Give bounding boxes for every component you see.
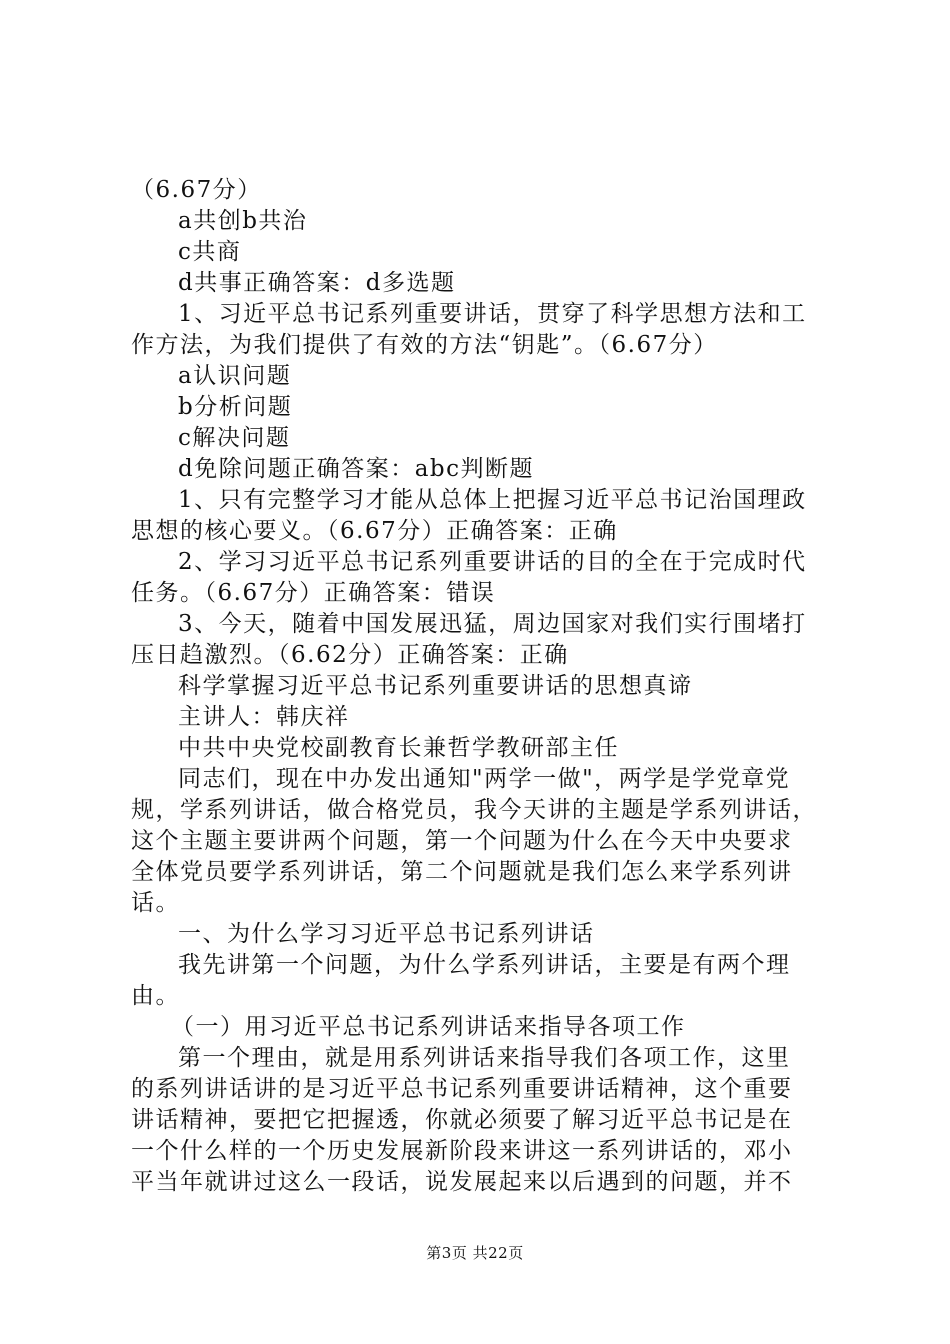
- paragraph-line: 话。: [131, 890, 180, 916]
- question-line: 任务。（6.67分）正确答案：错误: [131, 580, 496, 606]
- question-line: 1、只有完整学习才能从总体上把握习近平总书记治国理政: [178, 487, 807, 513]
- question-line: 思想的核心要义。（6.67分）正确答案：正确: [131, 518, 618, 544]
- option-line: c解决问题: [178, 425, 291, 451]
- section-heading: 一、为什么学习习近平总书记系列讲话: [178, 921, 595, 947]
- paragraph-line: 规，学系列讲话，做合格党员，我今天讲的主题是学系列讲话，: [131, 797, 817, 823]
- paragraph-line: 一个什么样的一个历史发展新阶段来讲这一系列讲话的，邓小: [131, 1138, 793, 1164]
- lecture-title: 科学掌握习近平总书记系列重要讲话的思想真谛: [178, 673, 693, 699]
- question-line: 1、习近平总书记系列重要讲话，贯穿了科学思想方法和工: [178, 301, 807, 327]
- document-body: [131, 175, 831, 1198]
- question-line: 2、学习习近平总书记系列重要讲话的目的全在于完成时代: [178, 549, 807, 575]
- question-line: 压日趋激烈。（6.62分）正确答案：正确: [131, 642, 569, 668]
- paragraph-line: 同志们，现在中办发出通知"两学一做"，两学是学党章党: [178, 766, 791, 792]
- option-line: c共商: [178, 239, 242, 265]
- option-line: a共创b共治: [178, 208, 308, 234]
- score-note: （6.67分）: [131, 177, 262, 203]
- paragraph-line: 由。: [131, 983, 180, 1009]
- answer-line: d共事正确答案：d多选题: [178, 270, 456, 296]
- lecturer-position: 中共中央党校副教育长兼哲学教研部主任: [178, 735, 619, 761]
- paragraph-line: 我先讲第一个问题，为什么学系列讲话，主要是有两个理: [178, 952, 791, 978]
- option-line: a认识问题: [178, 363, 292, 389]
- subsection-heading: （一）用习近平总书记系列讲话来指导各项工作: [171, 1014, 686, 1040]
- paragraph-line: 平当年就讲过这么一段话，说发展起来以后遇到的问题，并不: [131, 1169, 793, 1195]
- page-number-footer: 第3页 共22页: [426, 1244, 524, 1262]
- question-line: 作方法，为我们提供了有效的方法“钥匙”。（6.67分）: [131, 332, 718, 358]
- paragraph-line: 这个主题主要讲两个问题，第一个问题为什么在今天中央要求: [131, 828, 793, 854]
- answer-line: d免除问题正确答案：abc判断题: [178, 456, 535, 482]
- paragraph-line: 第一个理由，就是用系列讲话来指导我们各项工作，这里: [178, 1045, 791, 1071]
- question-line: 3、今天，随着中国发展迅猛，周边国家对我们实行围堵打: [178, 611, 807, 637]
- lecturer-name: 主讲人：韩庆祥: [178, 704, 350, 730]
- paragraph-line: 的系列讲话讲的是习近平总书记系列重要讲话精神，这个重要: [131, 1076, 793, 1102]
- paragraph-line: 讲话精神，要把它把握透，你就必须要了解习近平总书记是在: [131, 1107, 793, 1133]
- option-line: b分析问题: [178, 394, 293, 420]
- paragraph-line: 全体党员要学系列讲话，第二个问题就是我们怎么来学系列讲: [131, 859, 793, 885]
